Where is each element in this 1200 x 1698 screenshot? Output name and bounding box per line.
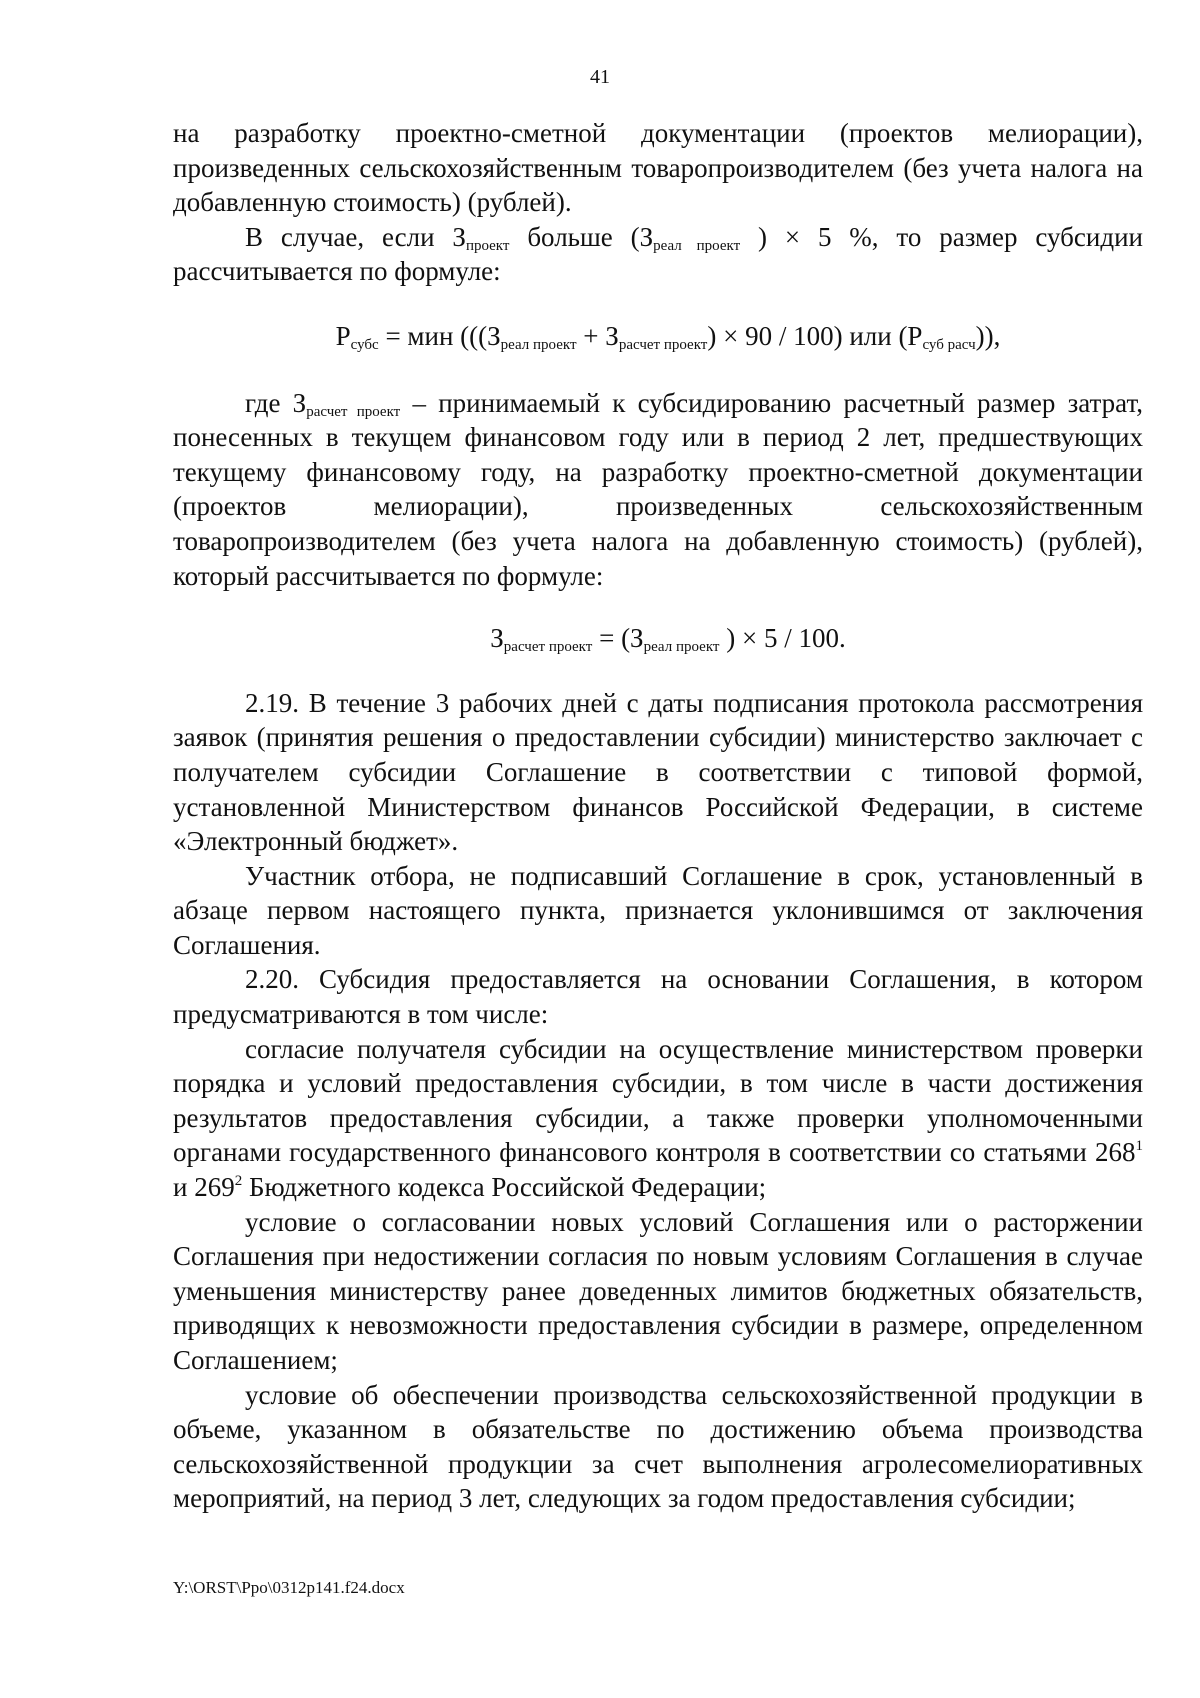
paragraph-2-20: 2.20. Субсидия предоставляется на основании Соглашения, в котором предусматриваются в том числе: (173, 964, 1143, 1030)
paragraph-3: где $З_{расчет проект}$ – принимаемый к субсидированию расчетный размер затрат, понесенных в текущем финансовом году или в период 2 лет, предшествующих текущему финансовому году, на разработку проектно-сметной документации (проектов мелиорации), произведенных сельскохозяйственным товаропроизводителем (без учета налога на добавленную стоимость) (рублей), который рассчитывается по формуле: (173, 387, 1143, 591)
document-body (173, 116, 1143, 1516)
paragraph-2: В случае, если $З_{проект}$ больше ($З_{реал проект}$ ) × 5 %, то размер субсидии рассчитывается по формуле: (173, 221, 1143, 287)
paragraph-8: условие о согласовании новых условий Соглашения или о расторжении Соглашения при недостижении согласия по новым условиям Соглашения в случае уменьшения министерству ранее доведенных лимитов бюджетных обязательств, приводящих к невозможности предоставления субсидии в размере, определенном Соглашением; (173, 1206, 1143, 1375)
paragraph-1: на разработку проектно-сметной документации (проектов мелиорации), произведенных сельскохозяйственным товаропроизводителем (без учета налога на добавленную стоимость) (рублей). (173, 118, 1143, 218)
paragraph-5: Участник отбора, не подписавший Соглашение в срок, установленный в абзаце первом настоящего пункта, признается уклонившимся от заключения Соглашения. (173, 860, 1143, 960)
formula-calc-cost: $З_{расчет проект} = (З_{реал проект}$ ) × 5 / 100. (490, 623, 846, 656)
paragraph-9: условие об обеспечении производства сельскохозяйственной продукции в объеме, указанном в обязательстве по достижению объема производства сельскохозяйственной продукции за счет выполнения агролесомелиоративных мероприятий, на период 3 лет, следующих за годом предоставления субсидии; (173, 1379, 1143, 1514)
file-path-footer: Y:\ORST\Ppo\0312p141.f24.docx (173, 1578, 405, 1597)
formula-subsidy: $Р_{субс}$ = мин ($((З_{реал проект} + З_{расчет проект}) \times 90 / 100)$ или $(Р_{суб расч})$), (335, 320, 1001, 353)
paragraph-7: согласие получателя субсидии на осуществление министерством проверки порядка и условий предоставления субсидии, в том числе в части достижения результатов предоставления субсидии, а также проверки уполномоченными органами государственного финансового контроля в соответствии со статьями $268^1$ и $269^2$ Бюджетного кодекса Российской Федерации; (173, 1033, 1143, 1203)
page-number: 41 (590, 66, 610, 88)
paragraph-2-19: 2.19. В течение 3 рабочих дней с даты подписания протокола рассмотрения заявок (принятия решения о предоставлении субсидии) министерство заключает с получателем субсидии Соглашение в соответствии с типовой формой, установленной Министерством финансов Российской Федерации, в системе «Электронный бюджет». (173, 687, 1143, 857)
